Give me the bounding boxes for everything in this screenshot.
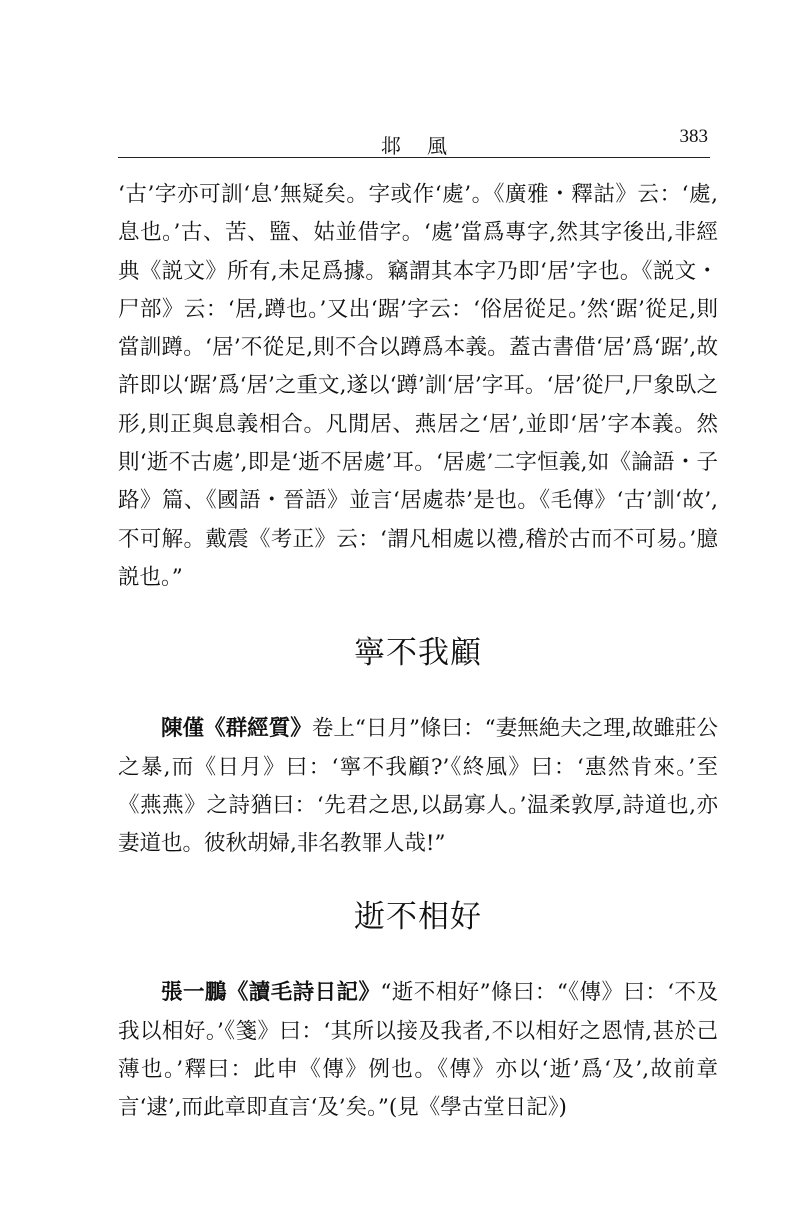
running-title: 邶風: [381, 134, 473, 158]
section-paragraph-shi-bu-xiang-hao: [118, 974, 718, 1127]
section-title-shi-bu-xiang-hao: 逝不相好: [354, 899, 482, 936]
continued-paragraph: ‘古’字亦可訓‘息’無疑矣。字或作‘處’。《廣雅・釋詁》云：‘處,息也。’古、苦、盬、姑並借字。‘處’當爲專字,然其字後出,非經典《説文》所有,未足爲據。竊謂其本字乃即‘居’字也。《説文・尸部》云：‘居,蹲也。’又出‘踞’字云：‘俗居從足。’然‘踞’從足,則當訓蹲。‘居’不從足,則不合以蹲爲本義。蓋古書借‘居’爲‘踞’,故許即以‘踞’爲‘居’之重文,遂以‘蹲’訓‘居’字耳。‘居’從尸,尸象臥之形,則正與息義相合。凡閒居、燕居之‘居’,並即‘居’字本義。然則‘逝不古處’,即是‘逝不居處’耳。‘居處’二字恒義,如《論語・子路》篇、《國語・晉語》並言‘居處恭’是也。《毛傳》‘古’訓‘故’,不可解。戴震《考正》云：‘謂凡相處以禮,稽於古而不可易。’臆説也。”: [118, 182, 718, 590]
citation-text: “逝不相好”條曰：“《傳》曰：‘不及我以相好。’《箋》曰：‘其所以接及我者,不以相好之恩情,甚於己薄也。’釋曰：此申《傳》例也。《傳》亦以‘逝’爲‘及’,故前章言‘逮’,而此章即直言‘及’矣。”(見《學古堂日記》): [118, 980, 718, 1121]
header-rule: [118, 157, 710, 158]
section-title-ning-bu-wo-gu: 寧不我顧: [354, 635, 482, 672]
cited-author: 陳僅: [161, 716, 205, 742]
page-number: 383: [679, 126, 708, 147]
cited-book: 《讀毛詩日記》: [226, 980, 381, 1006]
cited-author: 張一鵬: [161, 980, 227, 1006]
page-body: [118, 176, 718, 1128]
citation-text: 卷上“日月”條曰：“妻無絶夫之理,故雖莊公之暴,而《日月》曰：‘寧不我顧?’《終風》曰：‘惠然肯來。’至《燕燕》之詩猶曰：‘先君之思,以勗寡人。’温柔敦厚,詩道也,亦妻道也。彼秋胡婦,非名教罪人哉!”: [118, 716, 718, 857]
cited-book: 《群經質》: [204, 716, 312, 742]
running-head: [118, 124, 710, 160]
section-paragraph-ning-bu-wo-gu: [118, 710, 718, 863]
